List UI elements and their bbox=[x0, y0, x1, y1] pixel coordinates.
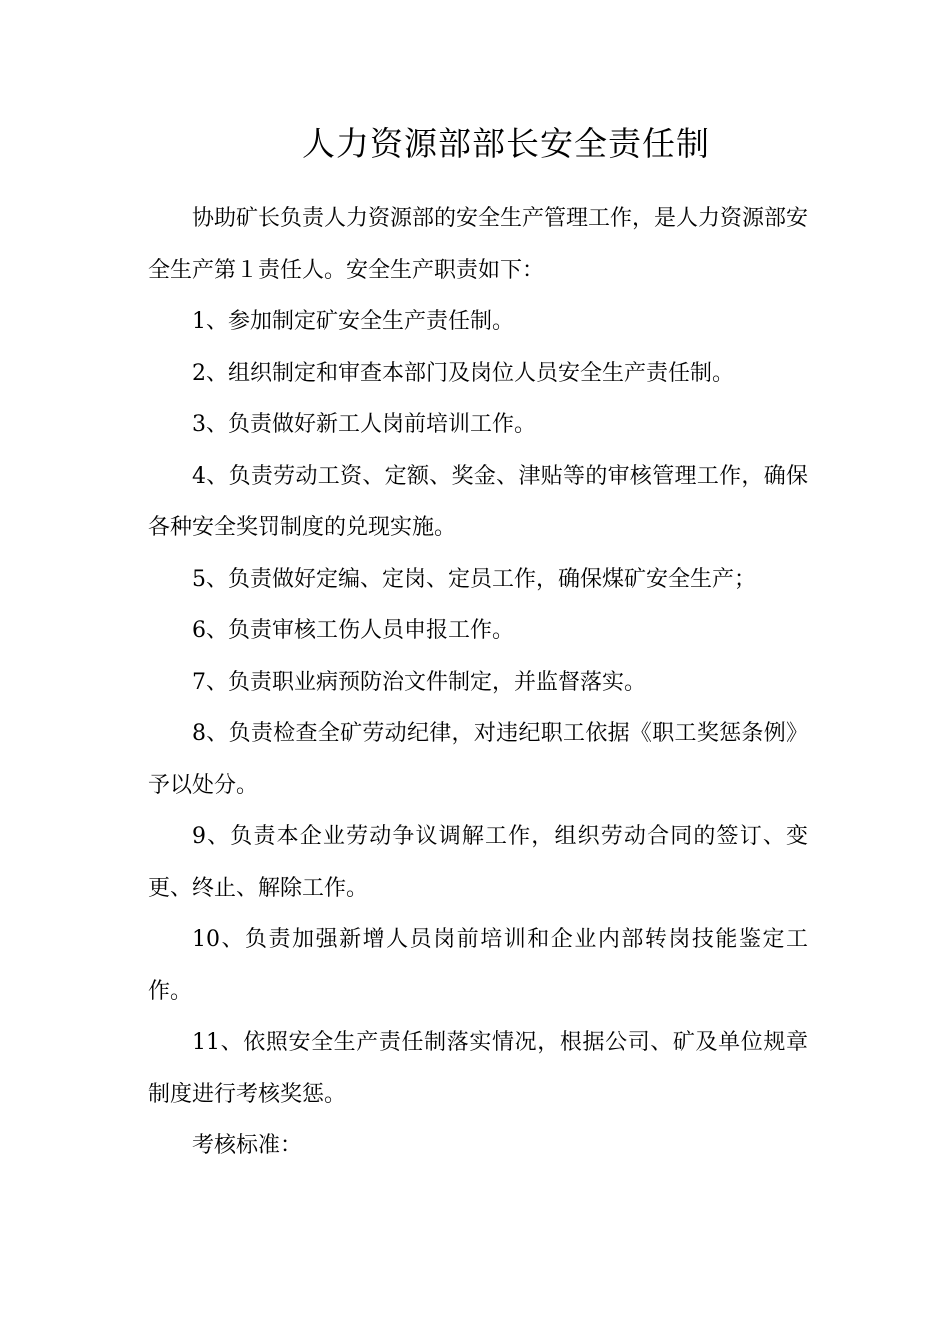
assessment-heading: 考核标准： bbox=[192, 1133, 303, 1158]
document-title: 人力资源部部长安全责任制 bbox=[302, 124, 710, 163]
duty-item-1: 1、参加制定矿安全生产责任制。 bbox=[192, 309, 514, 334]
duty-item-10: 10、负责加强新增人员岗前培训和企业内部转岗技能鉴定工作。 bbox=[148, 927, 808, 1004]
duty-item-8: 8、负责检查全矿劳动纪律，对违纪职工依据《职工奖惩条例》予以处分。 bbox=[148, 721, 808, 798]
duty-item-2: 2、组织制定和审查本部门及岗位人员安全生产责任制。 bbox=[192, 360, 734, 386]
duty-item-11: 11、依照安全生产责任制落实情况，根据公司、矿及单位规章制度进行考核奖惩。 bbox=[148, 1030, 808, 1107]
document-body bbox=[148, 193, 808, 1172]
duty-item-9: 9、负责本企业劳动争议调解工作，组织劳动合同的签订、变更、终止、解除工作。 bbox=[148, 824, 808, 901]
duty-item-4: 4、负责劳动工资、定额、奖金、津贴等的审核管理工作，确保各种安全奖罚制度的兑现实施。 bbox=[148, 463, 808, 540]
duty-item-6: 6、负责审核工伤人员申报工作。 bbox=[192, 618, 514, 643]
intro-paragraph: 协助矿长负责人力资源部的安全生产管理工作，是人力资源部安全生产第１责任人。安全生产职责如下： bbox=[148, 206, 809, 283]
duty-item-3: 3、负责做好新工人岗前培训工作。 bbox=[192, 412, 536, 437]
duty-item-7: 7、负责职业病预防治文件制定，并监督落实。 bbox=[192, 669, 646, 695]
duty-item-5: 5、负责做好定编、定岗、定员工作，确保煤矿安全生产； bbox=[192, 566, 756, 592]
